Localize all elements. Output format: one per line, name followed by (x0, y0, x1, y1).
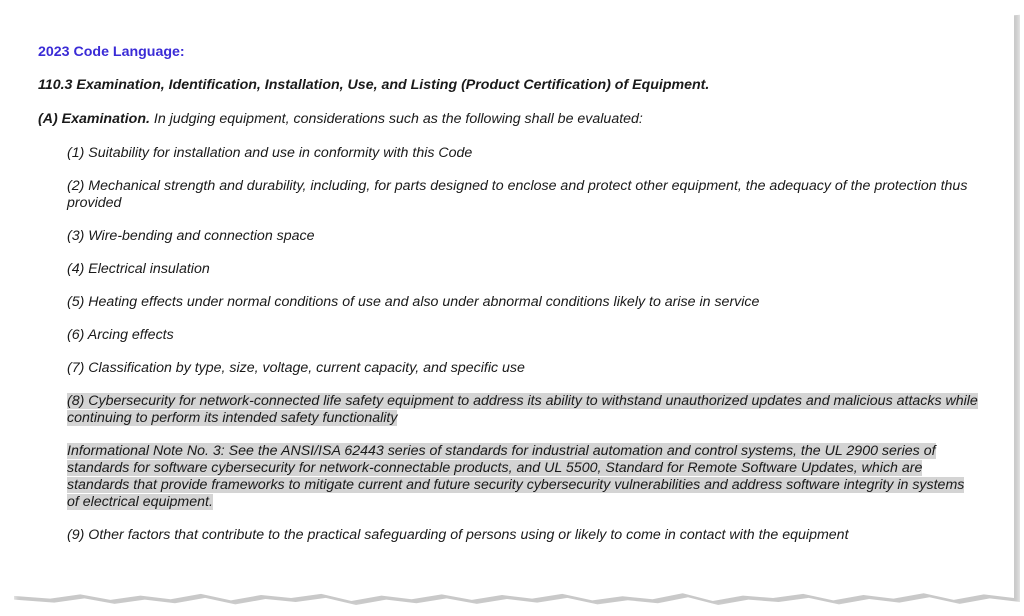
informational-note-3 (67, 443, 978, 511)
list-item-4 (67, 261, 978, 278)
list-item-2 (67, 178, 978, 212)
list-item-text: (9) Other factors that contribute to the practical safeguarding of persons using or likely to come in contact with the equipment (67, 527, 849, 543)
code-language-heading: 2023 Code Language: (38, 44, 185, 60)
list-item-9 (67, 527, 978, 544)
list-item-1 (67, 145, 978, 162)
list-item-text: (3) Wire-bending and connection space (67, 228, 315, 244)
list-item-text: (5) Heating effects under normal conditions of use and also under abnormal conditions likely to arise in service (67, 294, 760, 310)
examination-text: In judging equipment, considerations such as the following shall be evaluated: (149, 111, 643, 127)
code-excerpt (38, 44, 978, 560)
highlighted-note-text: Informational Note No. 3: See the ANSI/ISA 62443 series of standards for industrial automation and control systems, the UL 2900 series of standards for software cybersecurity for network-connectable products, and UL 5500, Standard for Remote Software Updates, which are standards that provide frameworks to mitigate current and future security cybersecurity vulnerabilities and address software integrity in systems of electrical equipment. (67, 443, 965, 510)
list-item-7 (67, 360, 978, 377)
list-item-6 (67, 327, 978, 344)
list-item-text: (2) Mechanical strength and durability, including, for parts designed to enclose and protect other equipment, the adequacy of the protection thus provided (67, 178, 968, 211)
list-item-text: (6) Arcing effects (67, 327, 174, 343)
list-item-text: (1) Suitability for installation and use in conformity with this Code (67, 145, 473, 161)
section-title: 110.3 Examination, Identification, Installation, Use, and Listing (Product Certification) of Equipment. (38, 77, 710, 93)
examination-label: (A) Examination. (38, 111, 150, 127)
highlighted-new-text: (8) Cybersecurity for network-connected life safety equipment to address its ability to withstand unauthorized updates and malicious attacks while continuing to perform its intended safety functionality (67, 393, 978, 426)
list-item-3 (67, 228, 978, 245)
examination-intro (38, 111, 978, 128)
list-item-text: (4) Electrical insulation (67, 261, 210, 277)
list-item-8-highlighted (67, 393, 978, 427)
list-item-text: (7) Classification by type, size, voltage, current capacity, and specific use (67, 360, 525, 376)
list-item-5 (67, 294, 978, 311)
